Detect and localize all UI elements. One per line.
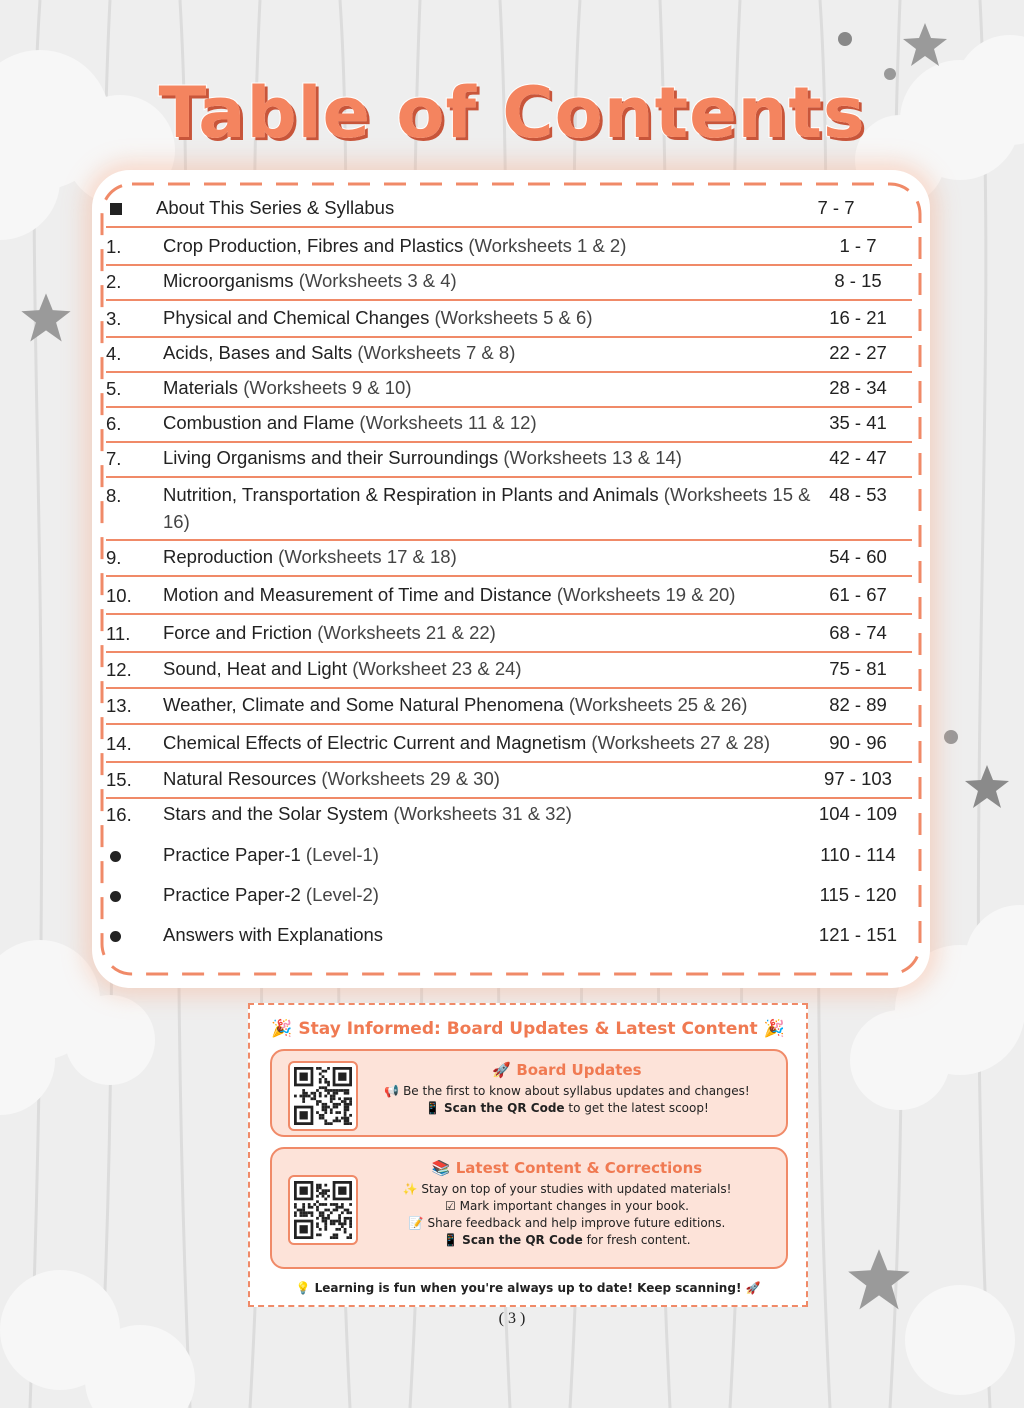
toc-row[interactable] [106,444,912,474]
chapter-title: Acids, Bases and Salts [163,342,353,363]
megaphone-icon: 📢 [384,1084,400,1098]
worksheet-ref: (Worksheet 23 & 24) [347,658,522,679]
updates-heading: 🎉 Stay Informed: Board Updates & Latest Content 🎉 [271,1019,785,1039]
board-updates-box [270,1049,788,1137]
toc-entry-title [163,729,813,756]
bullet-icon [110,851,121,862]
row-divider [106,336,912,338]
bullet-icon [110,931,121,942]
worksheet-ref: (Worksheets 15 & 16) [163,484,811,532]
latest-content-title: 📚 Latest Content & Corrections [431,1159,703,1177]
row-divider [106,761,912,763]
toc-number: 2. [106,271,122,292]
square-bullet-icon [110,203,122,215]
toc-number: 11. [106,623,131,644]
page-range: 61 - 67 [829,584,887,605]
chapter-title: Stars and the Solar System [163,803,389,824]
chapter-title: Chemical Effects of Electric Current and Magnetism [163,732,587,753]
toc-number: 8. [106,485,122,506]
chapter-title: Practice Paper-1 [163,844,301,865]
row-divider [106,226,912,228]
page-range: 104 - 109 [818,803,898,824]
star-icon [900,20,950,70]
chapter-title: Crop Production, Fibres and Plastics [163,235,464,256]
phone-icon: 📱 [425,1101,441,1115]
chapter-title: Force and Friction [163,622,313,643]
chapter-title: Motion and Measurement of Time and Distance [163,584,552,605]
toc-entry-title [163,339,813,366]
dot-decoration [944,730,958,744]
toc-entry-title [163,581,813,608]
toc-number: 4. [106,343,122,364]
toc-number: 5. [106,378,122,399]
chapter-title: Reproduction [163,546,274,567]
chapter-title: Natural Resources [163,768,317,789]
worksheet-ref: (Worksheets 5 & 6) [429,307,593,328]
toc-row[interactable] [106,765,912,795]
party-popper-icon: 🎉 [271,1019,293,1039]
party-popper-icon: 🎉 [763,1019,785,1039]
worksheet-ref: (Level-2) [300,884,379,905]
row-divider [106,299,912,301]
page-range: 48 - 53 [829,484,887,505]
page-range: 1 - 7 [839,235,877,256]
page-range: 97 - 103 [824,768,892,789]
chapter-title: Sound, Heat and Light [163,658,348,679]
row-divider [106,371,912,373]
toc-entry-title [163,444,813,471]
rocket-icon: 🚀 [492,1061,512,1079]
toc-entry-title [163,655,813,682]
worksheet-ref: (Worksheets 17 & 18) [273,546,457,567]
worksheet-ref: (Worksheets 9 & 10) [238,377,412,398]
toc-number: 15. [106,769,132,790]
toc-row[interactable] [106,543,912,573]
row-divider [106,797,912,799]
toc-row[interactable] [106,655,912,685]
chapter-title: About This Series & Syllabus [156,197,395,218]
toc-row[interactable] [106,691,912,721]
board-updates-qr-code[interactable] [288,1061,358,1131]
chapter-title: Answers with Explanations [163,924,384,945]
page-range: 8 - 15 [834,270,882,291]
page-range: 7 - 7 [817,197,855,218]
latest-content-line4: 📱 Scan the QR Code for fresh content. [443,1233,691,1247]
chapter-title: Physical and Chemical Changes [163,307,430,328]
toc-entry-title [163,691,813,718]
row-divider [106,441,912,443]
toc-row[interactable] [106,304,912,334]
worksheet-ref: (Level-1) [300,844,379,865]
toc-entry-title [156,194,806,221]
toc-row[interactable] [106,409,912,439]
toc-number: 10. [106,585,132,606]
checkbox-icon: ☑ [445,1199,456,1213]
page-range: 22 - 27 [829,342,887,363]
row-divider [106,539,912,541]
board-updates-title: 🚀 Board Updates [492,1061,642,1079]
chapter-title: Combustion and Flame [163,412,355,433]
toc-entry-title [163,881,813,908]
bullet-icon [110,891,121,902]
toc-number: 14. [106,733,132,754]
toc-number: 3. [106,308,122,329]
toc-row[interactable] [106,800,912,832]
page-range: 16 - 21 [829,307,887,328]
chapter-title: Living Organisms and their Surroundings [163,447,499,468]
page-range: 54 - 60 [829,546,887,567]
qr-code-icon [294,1067,352,1125]
toc-number [106,845,162,867]
toc-number [106,885,162,907]
sparkles-icon: ✨ [402,1182,418,1196]
toc-row[interactable] [106,729,912,759]
memo-icon: 📝 [408,1216,424,1230]
toc-row[interactable] [106,374,912,404]
toc-row[interactable] [106,267,912,297]
toc-number: 1. [106,236,122,257]
chapter-title: Microorganisms [163,270,294,291]
worksheet-ref: (Worksheets 29 & 30) [316,768,500,789]
toc-number: 12. [106,659,132,680]
worksheet-ref: (Worksheets 21 & 22) [312,622,496,643]
chapter-title: Materials [163,377,239,398]
page-range: 42 - 47 [829,447,887,468]
toc-number [106,925,162,947]
row-divider [106,406,912,408]
toc-entry-title [163,921,813,948]
latest-content-line3: 📝 Share feedback and help improve future editions. [408,1216,726,1230]
worksheet-ref: (Worksheets 25 & 26) [563,694,748,715]
toc-entry-title [163,232,813,259]
chapter-title: Weather, Climate and Some Natural Phenomena [163,694,564,715]
toc-entry-title [163,800,813,827]
toc-entry-title [163,619,813,646]
toc-number: 7. [106,448,122,469]
worksheet-ref: (Worksheets 27 & 28) [586,732,770,753]
latest-content-text [362,1159,772,1249]
toc-row[interactable] [106,921,912,951]
toc-row[interactable] [106,581,912,611]
page-range: 68 - 74 [829,622,887,643]
row-divider [106,476,912,478]
latest-content-qr-code[interactable] [288,1175,358,1245]
worksheet-ref: (Worksheets 7 & 8) [352,342,516,363]
toc-entry-title [163,374,813,401]
toc-row[interactable] [106,841,912,873]
toc-entry-title [163,409,813,436]
star-icon [18,290,74,346]
updates-footer: 💡 Learning is fun when you're always up to date! Keep scanning! 🚀 [295,1281,761,1295]
row-divider [106,723,912,725]
toc-entry-title [163,765,813,792]
page-title: Table of Contents [158,72,866,154]
toc-number [106,198,162,220]
star-icon [844,1245,914,1315]
qr-code-icon [294,1181,352,1239]
rocket-icon: 🚀 [745,1281,761,1295]
worksheet-ref: (Worksheets 19 & 20) [551,584,736,605]
latest-content-line1: ✨ Stay on top of your studies with updated materials! [402,1182,732,1196]
chapter-title: Nutrition, Transportation & Respiration in Plants and Animals [163,484,659,505]
row-divider [106,575,912,577]
page-range: 121 - 151 [818,924,898,945]
board-updates-line2: 📱 Scan the QR Code to get the latest scoop! [425,1101,709,1115]
worksheet-ref: (Worksheets 13 & 14) [498,447,682,468]
page-range: 75 - 81 [829,658,887,679]
page-range: 28 - 34 [829,377,887,398]
toc-row[interactable] [106,194,912,224]
worksheet-ref: (Worksheets 11 & 12) [354,412,537,433]
toc-number: 6. [106,413,122,434]
toc-number: 9. [106,547,122,568]
page-number: ( 3 ) [498,1310,526,1327]
latest-content-box [270,1147,788,1269]
toc-entry-title [163,267,813,294]
toc-row[interactable] [106,881,912,913]
latest-content-line2: ☑ Mark important changes in your book. [445,1199,689,1213]
phone-icon: 📱 [443,1233,459,1247]
star-icon [962,762,1012,812]
row-divider [106,264,912,266]
toc-entry-title [163,543,813,570]
page-range: 35 - 41 [829,412,887,433]
dot-decoration [838,32,852,46]
toc-row[interactable] [106,232,912,262]
row-divider [106,613,912,615]
books-icon: 📚 [431,1159,451,1177]
lightbulb-icon: 💡 [295,1281,311,1295]
toc-number: 16. [106,804,132,825]
worksheet-ref: (Worksheets 1 & 2) [463,235,627,256]
toc-entry-title [163,481,813,535]
page-range: 90 - 96 [829,732,887,753]
page-range: 115 - 120 [819,884,897,905]
toc-row[interactable] [106,339,912,369]
page-range: 82 - 89 [829,694,887,715]
toc-number: 13. [106,695,132,716]
toc-entry-title [163,304,813,331]
toc-row[interactable] [106,619,912,649]
board-updates-text [362,1061,772,1117]
board-updates-line1: 📢 Be the first to know about syllabus updates and changes! [384,1084,750,1098]
row-divider [106,651,912,653]
chapter-title: Practice Paper-2 [163,884,301,905]
toc-row[interactable] [106,481,912,537]
worksheet-ref: (Worksheets 3 & 4) [293,270,457,291]
toc-card [92,170,930,988]
worksheet-ref: (Worksheets 31 & 32) [388,803,572,824]
toc-entry-title [163,841,813,868]
page-range: 110 - 114 [820,844,896,865]
updates-panel [248,1003,808,1307]
row-divider [106,687,912,689]
